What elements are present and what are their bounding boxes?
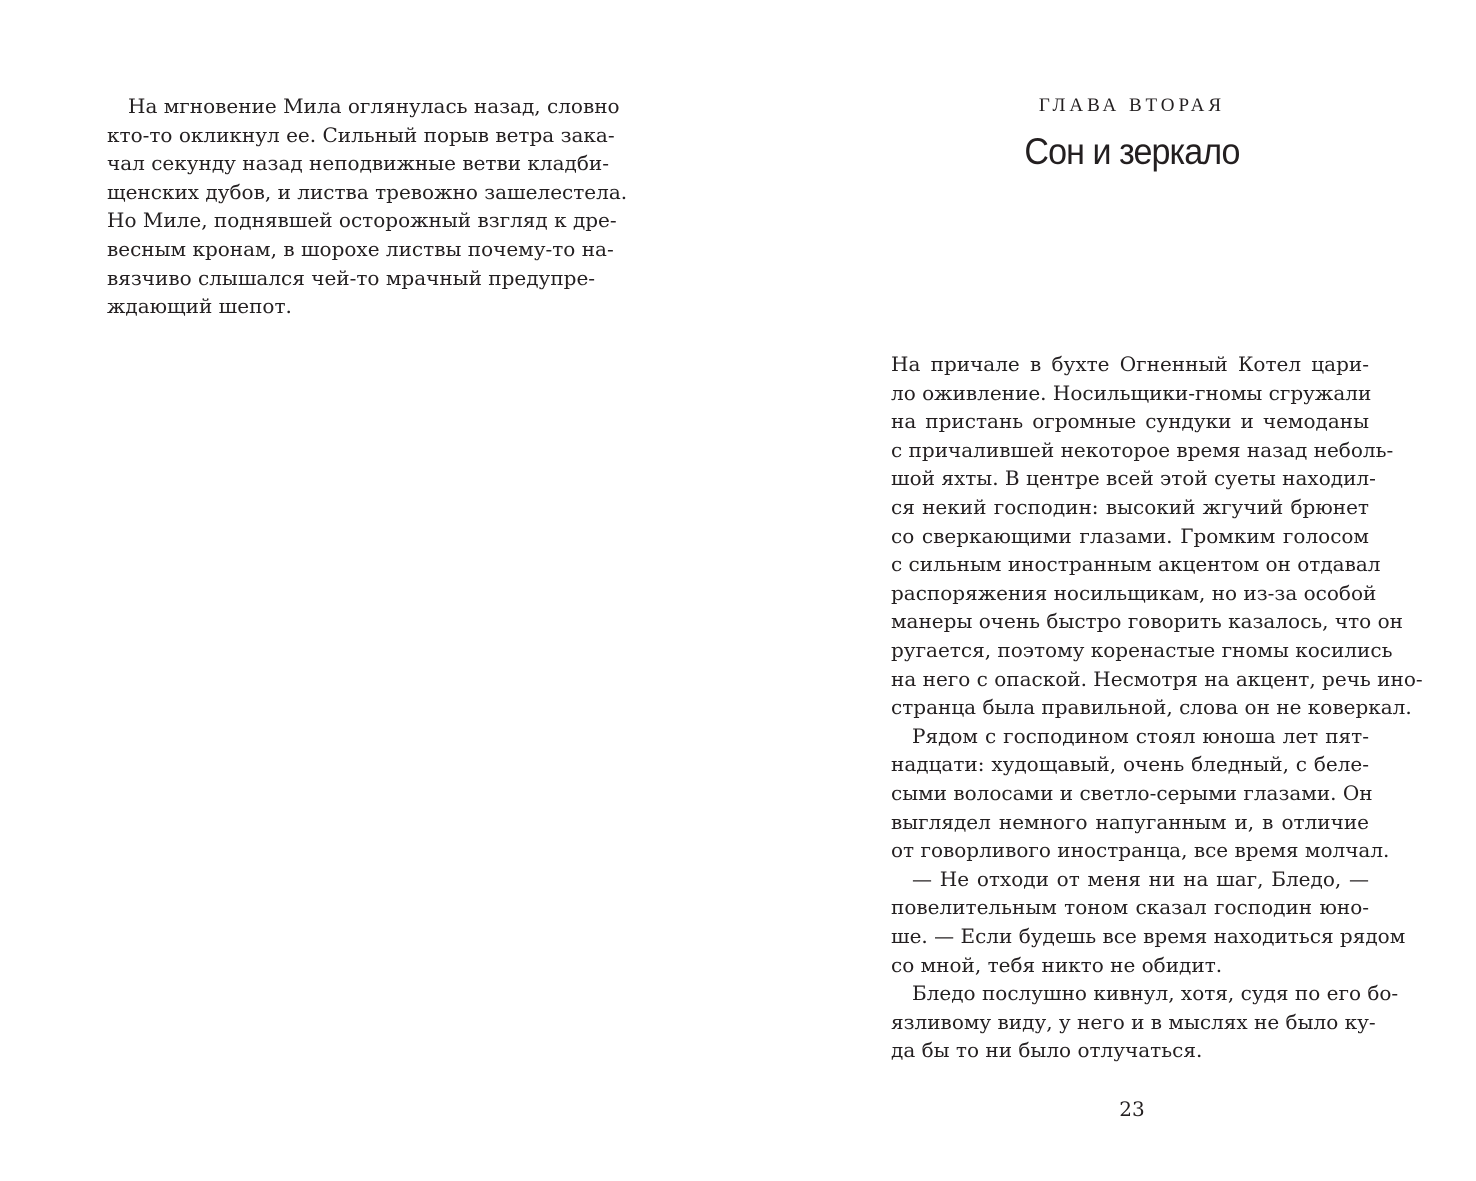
text-line: ся некий господин: высокий жгучий брюнет [891, 495, 1369, 519]
text-line: на пристань огромные сундуки и чемоданы [891, 409, 1369, 433]
text-line: шой яхты. В центре всей этой суеты находил- [891, 466, 1376, 490]
text-line: — Не отходи от меня ни на шаг, Бледо, — [912, 867, 1369, 891]
page-number: 23 [1119, 1097, 1145, 1121]
chapter-title: Сон и зеркало [1024, 131, 1240, 172]
text-line: надцати: худощавый, очень бледный, с беле- [891, 752, 1369, 776]
text-line: вязчиво слышался чей-то мрачный предупре- [107, 266, 596, 290]
text-line: с сильным иностранным акцентом он отдавал [891, 552, 1381, 576]
text-line: щенских дубов, и листва тревожно зашелестела. [107, 180, 628, 204]
text-line: от говорливого иностранца, все время молчал. [891, 838, 1390, 862]
right-page [738, 0, 1476, 1181]
text-line: со мной, тебя никто не обидит. [891, 953, 1223, 977]
text-line: кто-то окликнул ее. Сильный порыв ветра зака- [107, 123, 615, 147]
text-line: ждающий шепот. [107, 294, 292, 318]
text-line: язливому виду, у него и в мыслях не было ку- [891, 1010, 1376, 1034]
text-line: ше. — Если будешь все время находиться рядом [891, 924, 1406, 948]
text-line: сыми волосами и светло-серыми глазами. Он [891, 781, 1373, 805]
text-line: повелительным тоном сказал господин юно- [891, 895, 1369, 919]
text-line: на него с опаской. Несмотря на акцент, речь ино- [891, 667, 1423, 691]
text-line: Рядом с господином стоял юноша лет пят- [912, 724, 1369, 748]
text-line: со сверкающими глазами. Громким голосом [891, 524, 1369, 548]
text-line: да бы то ни было отлучаться. [891, 1038, 1203, 1062]
text-line: На причале в бухте Огненный Котел цари- [891, 352, 1369, 376]
text-line: с причалившей некоторое время назад неболь- [891, 438, 1394, 462]
text-line: ло оживление. Носильщики-гномы сгружали [891, 381, 1372, 405]
text-line: Но Миле, поднявшей осторожный взгляд к дре- [107, 208, 617, 232]
text-line: весным кронам, в шорохе листвы почему-то на- [107, 237, 614, 261]
text-line: распоряжения носильщикам, но из-за особой [891, 581, 1377, 605]
text-line: манеры очень быстро говорить казалось, что он [891, 609, 1403, 633]
text-line: ругается, поэтому коренастые гномы косились [891, 638, 1393, 662]
text-line: На мгновение Мила оглянулась назад, словно [128, 94, 620, 118]
text-line: Бледо послушно кивнул, хотя, судя по его бо- [912, 981, 1399, 1005]
chapter-label: ГЛАВА ВТОРАЯ [1038, 95, 1226, 116]
text-line: чал секунду назад неподвижные ветви кладби- [107, 151, 610, 175]
text-line: выглядел немного напуганным и, в отличие [891, 810, 1369, 834]
text-line: странца была правильной, слова он не коверкал. [891, 695, 1412, 719]
